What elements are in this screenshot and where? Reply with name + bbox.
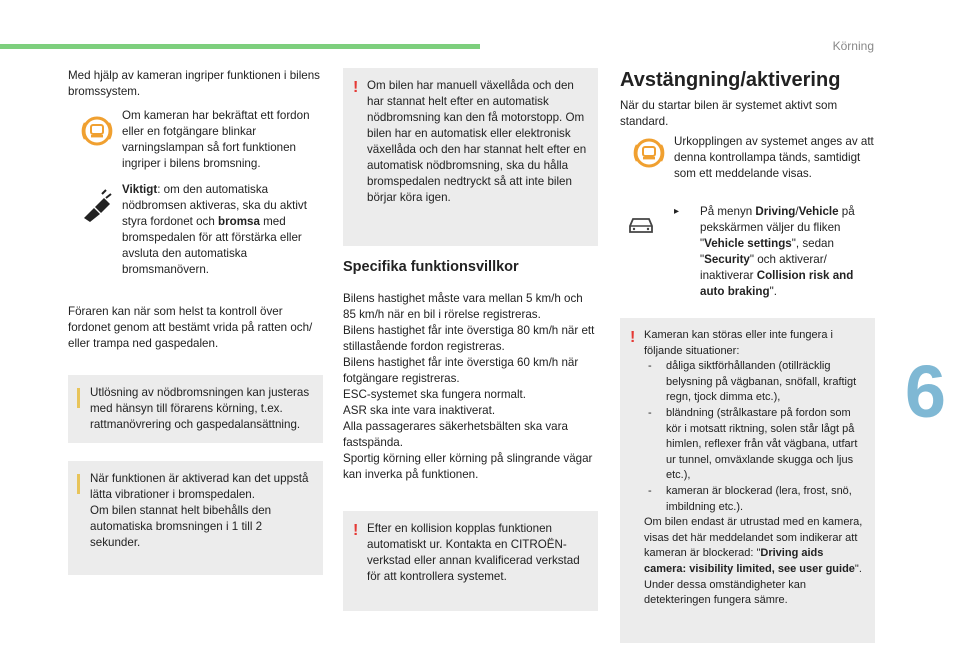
warning-box-gearbox — [343, 68, 598, 246]
option-collision-risk: Collision risk and auto braking — [700, 269, 854, 298]
condition-item: ASR ska inte vara inaktiverat. — [343, 404, 496, 417]
warning-text-gearbox: Om bilen har manuell växellåda och den har stannat helt efter en automatisk nödbromsning kan den få motorstopp. Om bilen har en automatisk eller elektronisk växellåda och den har stannat helt efter en automatisk nödbromsning, ska du hålla bromspedalen nedtryckt så att inte bilen börjar köra igen. — [367, 79, 587, 204]
warning-lamp-text: Om kameran har bekräftat ett fordon eller en fotgängare blinkar varningslampan så fort funktionen ingriper i bilens bromsning. — [122, 109, 310, 170]
camera-warning-item: - kameran är blockerad (lera, frost, snö, imbildning etc.). — [648, 484, 852, 513]
warning-text-collision: Efter en kollision kopplas funktionen automatiskt ur. Kontakta en CITROËN-verkstad eller annan kvalificerad verkstad för att kontrollera systemet. — [367, 522, 580, 583]
info-text-1: Utlösning av nödbromsningen kan justeras med hänsyn till förarens körning, t.ex. rattmanövrering och gaspedalansättning. — [90, 386, 310, 431]
camera-warning-item: - bländning (strålkastare på fordon som kör i motsatt riktning, solen står lågt på himlen, reflexer från våt vägbana, utfart ur tunnel, omväxlande skugga och ljus etc.), — [648, 406, 858, 482]
camera-warning-intro: Kameran kan störas eller inte fungera i följande situationer: — [644, 329, 833, 357]
warning-box-collision — [343, 511, 598, 611]
camera-warning-outro: Under dessa omständigheter kan detekteringen fungera sämre. — [644, 578, 807, 607]
settings-step-block: ▸ På menyn Driving/Vehicle på pekskärmen väljer du fliken "Vehicle settings", sedan "Security" och aktiverar/ inaktiverar Collision risk and auto braking". — [620, 204, 875, 300]
activation-heading: Avstängning/aktivering — [620, 69, 841, 91]
important-text-2: med bromspedalen för att förstärka eller avsluta den automatiska bromsmanövern. — [122, 215, 302, 276]
warning-exclamation-icon: ! — [353, 522, 359, 539]
disable-lamp-text: Urkopplingen av systemet anges av att denna kontrollampa tänds, samtidigt som ett meddelande visas. — [674, 135, 874, 180]
important-block — [68, 182, 323, 278]
warning-lamp-block — [68, 108, 323, 172]
condition-item: ESC-systemet ska fungera normalt. — [343, 388, 526, 401]
menu-driving: Driving — [755, 205, 796, 218]
chapter-number: 6 — [904, 350, 946, 433]
menu-security: Security — [704, 253, 750, 266]
condition-item: Bilens hastighet får inte överstiga 60 km/h när fotgängare registreras. — [343, 356, 579, 385]
info-box-trigger — [68, 375, 323, 443]
important-bold: bromsa — [218, 215, 260, 228]
activation-intro: När du startar bilen är systemet aktivt som standard. — [620, 99, 838, 128]
condition-item: Bilens hastighet måste vara mellan 5 km/h och 85 km/h när en bil i rörelse registreras. — [343, 292, 583, 321]
tab-vehicle-settings: Vehicle settings — [704, 237, 792, 250]
column-right — [620, 68, 875, 643]
warning-exclamation-icon: ! — [353, 79, 359, 96]
driver-control-text: Föraren kan när som helst ta kontroll över fordonet genom att bestämt vrida på ratten och/ eller trampa ned gaspedalen. — [68, 305, 313, 350]
important-label: Viktigt — [122, 183, 158, 196]
important-text-1: : om den automatiska nödbromsen aktiveras, ska du aktivt styra fordonet och — [122, 183, 307, 228]
info-text-2b: Om bilen stannat helt bibehålls den automatiska bromsningen i 1 till 2 sekunder. — [90, 504, 272, 549]
step-bullet-icon: ▸ — [674, 206, 680, 217]
top-progress-bar — [0, 44, 480, 49]
info-text-2a: När funktionen är aktiverad kan det uppstå lätta vibrationer i bromspedalen. — [90, 472, 309, 501]
collision-warning-lamp-icon — [80, 114, 114, 148]
section-title: Körning — [832, 39, 874, 53]
conditions-heading: Specifika funktionsvillkor — [343, 259, 519, 275]
collision-off-lamp-icon — [632, 136, 666, 170]
camera-warning-item: - dåliga siktförhållanden (otillräcklig belysning på vägbanan, snöfall, kraftigt regn, tjock dimma etc.), — [648, 360, 857, 404]
info-marker — [77, 474, 80, 494]
warning-exclamation-icon: ! — [630, 329, 636, 346]
info-marker — [77, 388, 80, 408]
disable-lamp-block — [620, 134, 875, 182]
condition-item: Alla passagerares säkerhetsbälten ska vara fastspända. — [343, 420, 568, 449]
column-left — [68, 68, 323, 575]
conditions-list — [343, 291, 598, 483]
camera-blocked-message: Driving aids camera: visibility limited, see user guide — [644, 547, 855, 575]
car-icon — [626, 212, 656, 236]
column-middle — [343, 68, 598, 611]
info-box-vibration — [68, 461, 323, 575]
condition-item: Bilens hastighet får inte överstiga 80 km/h när ett stillastående fordon registreras. — [343, 324, 595, 353]
menu-vehicle: Vehicle — [798, 205, 839, 218]
intro-text: Med hjälp av kameran ingriper funktionen i bilens bromssystem. — [68, 69, 320, 98]
brake-pedal-icon — [80, 188, 114, 222]
condition-item: Sportig körning eller körning på slingrande vägar kan inverka på funktionen. — [343, 452, 593, 481]
warning-box-camera: ! Kameran kan störas eller inte fungera i följande situationer: - dåliga siktförhållanden (otillräcklig belysning på vägbanan, snöfall, kraftigt regn, tjock dimma etc.), - bländning (strålkastare på fordon som kör i motsatt riktning, solen står lågt på himlen, reflexer från våt vägbana, utfart ur tunnel, omväxlande skugga och ljus etc.), - kameran är blockerad (lera, frost, snö, imbildning etc.). Om bilen endast är utrustad med en kamera, visas det här meddelandet som indikerar att kameran är blockerad: "Driving aids camera: visibility limited, see user guide". Under dessa omständigheter kan detekteringen fungera sämre. — [620, 318, 875, 643]
